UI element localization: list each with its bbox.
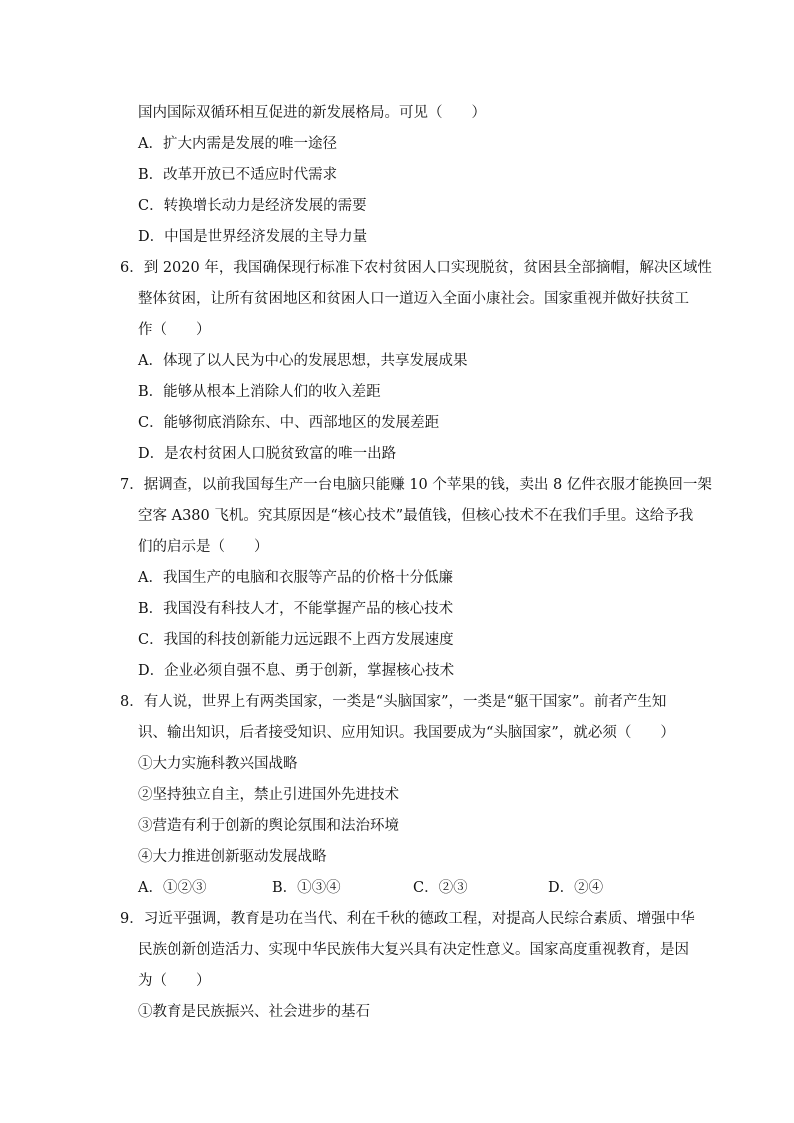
q7-stem-line-1: 7．据调查，以前我国每生产一台电脑只能赚 10 个苹果的钱，卖出 8 亿件衣服才能换回一架 [120, 477, 712, 493]
q7-option-b: B．我国没有科技人才，不能掌握产品的核心技术 [138, 601, 454, 617]
q6-option-d: D．是农村贫困人口脱贫致富的唯一出路 [138, 446, 397, 462]
q8-item-2: ②坚持独立自主，禁止引进国外先进技术 [138, 787, 399, 803]
q5-option-a: A．扩大内需是发展的唯一途径 [138, 136, 337, 152]
q6-stem-line-1: 6．到 2020 年，我国确保现行标准下农村贫困人口实现脱贫，贫困县全部摘帽，解决区域性 [120, 260, 712, 276]
q7-stem-line-3: 们的启示是（ ） [138, 539, 269, 555]
q7-stem-line-2: 空客 A380 飞机。究其原因是“核心技术”最值钱，但核心技术不在我们手里。这给予我 [138, 508, 694, 524]
q7-option-d: D．企业必须自强不息、勇于创新，掌握核心技术 [138, 663, 455, 679]
q6-stem-line-3: 作（ ） [138, 322, 211, 338]
q7-option-a: A．我国生产的电脑和衣服等产品的价格十分低廉 [138, 570, 453, 586]
q8-option-b: B．①③④ [272, 880, 341, 896]
q6-option-b: B．能够从根本上消除人们的收入差距 [138, 384, 381, 400]
q8-option-d: D．②④ [548, 880, 604, 896]
q8-stem-line-2: 识、输出知识，后者接受知识、应用知识。我国要成为“头脑国家”，就必须（ ） [138, 725, 675, 741]
q9-stem-line-1: 9．习近平强调，教育是功在当代、利在千秋的德政工程，对提高人民综合素质、增强中华 [120, 911, 695, 927]
q8-item-1: ①大力实施科教兴国战略 [138, 756, 298, 772]
q5-option-b: B．改革开放已不适应时代需求 [138, 167, 338, 183]
q9-item-1: ①教育是民族振兴、社会进步的基石 [138, 1004, 370, 1020]
q9-stem-line-3: 为（ ） [138, 973, 211, 989]
q6-option-a: A．体现了以人民为中心的发展思想，共享发展成果 [138, 353, 468, 369]
q9-stem-line-2: 民族创新创造活力、实现中华民族伟大复兴具有决定性意义。国家高度重视教育，是因 [138, 942, 689, 958]
q7-option-c: C．我国的科技创新能力远远跟不上西方发展速度 [138, 632, 454, 648]
q5-option-c: C．转换增长动力是经济发展的需要 [138, 198, 367, 214]
q8-stem-line-1: 8．有人说，世界上有两类国家，一类是“头脑国家”，一类是“躯干国家”。前者产生知 [120, 694, 667, 710]
q5-option-d: D．中国是世界经济发展的主导力量 [138, 229, 368, 245]
q5-stem-tail: 国内国际双循环相互促进的新发展格局。可见（ ） [138, 105, 486, 121]
q8-option-a: A．①②③ [138, 880, 207, 896]
q6-stem-line-2: 整体贫困，让所有贫困地区和贫困人口一道迈入全面小康社会。国家重视并做好扶贫工 [138, 291, 689, 307]
q8-item-3: ③营造有利于创新的舆论氛围和法治环境 [138, 818, 399, 834]
q6-option-c: C．能够彻底消除东、中、西部地区的发展差距 [138, 415, 440, 431]
q8-option-c: C．②③ [413, 880, 468, 896]
q8-item-4: ④大力推进创新驱动发展战略 [138, 849, 327, 865]
